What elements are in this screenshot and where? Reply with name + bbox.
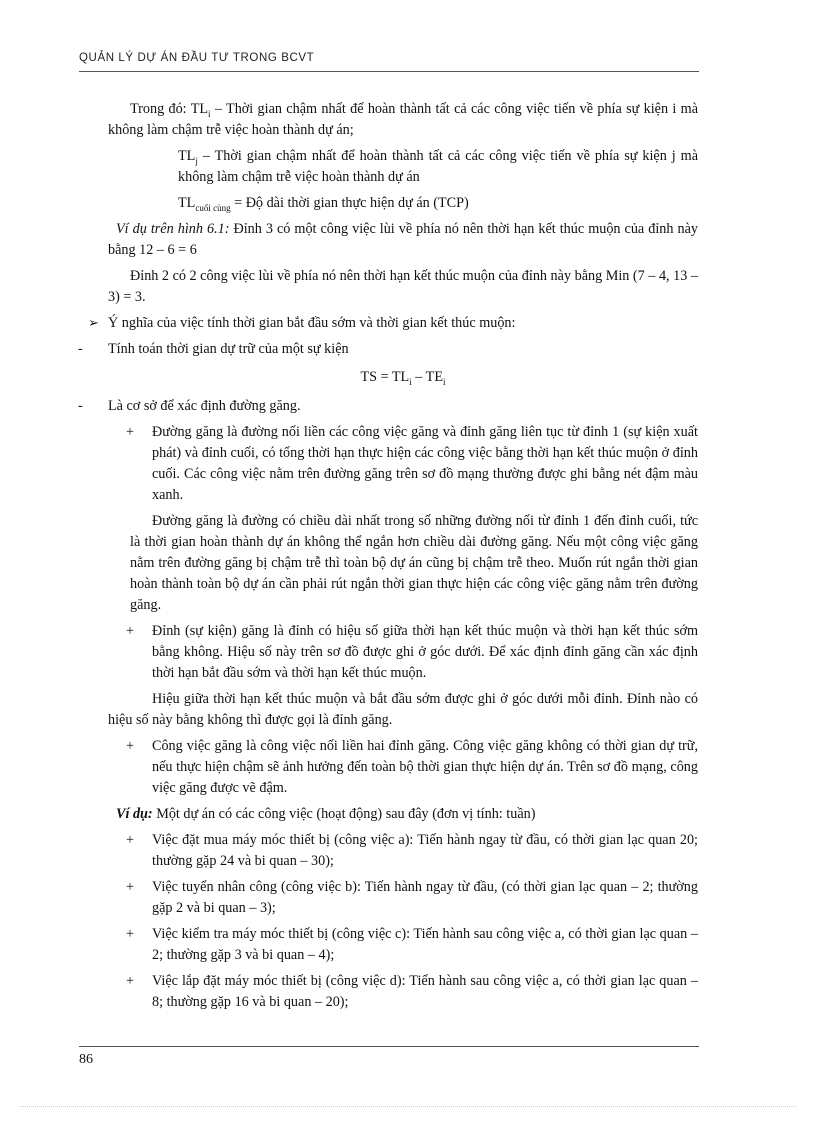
example-text: Một dự án có các công việc (hoạt động) sau đây (đơn vị tính: tuần) (152, 806, 536, 822)
paragraph-example (108, 804, 698, 825)
plus-mark: + (126, 879, 135, 895)
tl-i-term: Trong đó: TL (130, 101, 209, 117)
arrow-item (88, 313, 698, 334)
dash-item-1 (78, 339, 698, 360)
tl-i-definition: – Thời gian chậm nhất để hoàn thành tất cả các công việc tiến về phía sự kiện i mà không làm chậm trễ việc hoàn thành dự án; (108, 101, 698, 138)
formula-subscript-1: i (409, 376, 412, 387)
paragraph-node-2: Đỉnh 2 có 2 công việc lùi về phía nó nên thời hạn kết thúc muộn của đỉnh này bằng Min (7 – 4, 13 – 3) = 3. (108, 268, 698, 305)
plus-item-critical-path-cont: Đường găng là đường có chiều dài nhất trong số những đường nối từ đỉnh 1 đến đỉnh cuối, tức là thời gian hoàn thành dự án không thể ngắn hơn chiều dài đường găng. Nếu một công việc găng nằm trên đường găng bị chậm trễ thì toàn bộ dự án cũng bị chậm trễ theo. Muốn rút ngắn thời gian hoàn thành toàn bộ dự án cần phải rút ngắn thời gian thực hiện các công việc găng nằm trên đường găng. (130, 513, 698, 613)
plus-item-critical-task (108, 736, 698, 799)
task-item-text: Việc lắp đặt máy móc thiết bị (công việc d): Tiến hành sau công việc a, có thời gian lạc quan – 8; thường gặp 16 và bi quan – 20); (152, 973, 698, 1010)
formula-ts (108, 367, 698, 388)
task-item (108, 924, 698, 966)
formula-part-a: TS = TL (360, 369, 410, 385)
example-figure-label: Ví dụ trên hình 6.1: (116, 221, 230, 237)
tl-j-definition: – Thời gian chậm nhất để hoàn thành tất cả các công việc tiến về phía sự kiện j mà không làm chậm trễ việc hoàn thành dự án (178, 148, 698, 185)
tl-j-term: TL (178, 148, 196, 164)
dash-mark: - (78, 398, 83, 414)
subscript-j: j (195, 155, 198, 166)
dash-mark: - (78, 341, 83, 357)
plus-mark: + (126, 623, 135, 639)
tl-final-term: TL (178, 195, 196, 211)
plus-mark: + (126, 424, 135, 440)
page-number: 86 (79, 1052, 93, 1067)
task-item-text: Việc tuyển nhân công (công việc b): Tiến hành ngay từ đầu, (có thời gian lạc quan – 2; thường gặp 2 và bi quan – 3); (152, 879, 698, 916)
paragraph-example-figure (108, 219, 698, 261)
plus-mark: + (126, 832, 135, 848)
plus-mark: + (126, 738, 135, 754)
subscript-final: cuối cùng (195, 202, 231, 213)
page-content (78, 99, 698, 1013)
task-item (108, 877, 698, 919)
task-item (108, 830, 698, 872)
task-item-text: Việc đặt mua máy móc thiết bị (công việc a): Tiến hành ngay từ đầu, có thời gian lạc quan 20; thường gặp 24 và bi quan – 30); (152, 832, 698, 869)
running-header: QUẢN LÝ DỰ ÁN ĐẦU TƯ TRONG BCVT (79, 52, 315, 64)
page-edge-dotted-line (20, 1106, 796, 1107)
dash-item-text: Tính toán thời gian dự trữ của một sự kiện (108, 341, 349, 357)
plus-item-text: Đường găng là đường nối liền các công việc găng và đỉnh găng liên tục từ đỉnh 1 (sự kiện xuất phát) và đỉnh cuối, có tổng thời hạn thực hiện các công việc bằng thời hạn kết thúc muộn ở đỉnh cuối. Các công việc nằm trên đường găng trên sơ đồ mạng thường được ghi bằng nét đậm màu xanh. (152, 424, 698, 503)
example-figure-text: Đỉnh 3 có một công việc lùi về phía nó nên thời hạn kết thúc muộn của đỉnh này bằng 12 – 6 = 6 (108, 221, 698, 258)
task-item (108, 971, 698, 1013)
dash-item-2 (78, 396, 698, 417)
arrow-bullet-icon: ➢ (88, 316, 99, 331)
plus-item-critical-node-cont: Hiệu giữa thời hạn kết thúc muộn và bắt đầu sớm được ghi ở góc dưới mỗi đỉnh. Đỉnh nào có hiệu số này bằng không thì được gọi là đỉnh găng. (108, 691, 698, 728)
formula-subscript-2: i (443, 376, 446, 387)
paragraph-tl-final (178, 193, 698, 214)
tl-final-definition: = Độ dài thời gian thực hiện dự án (TCP) (230, 195, 469, 211)
plus-item-critical-node (108, 621, 698, 684)
plus-mark: + (126, 926, 135, 942)
formula-part-b: – TE (411, 369, 443, 385)
dash-item-text: Là cơ sở để xác định đường găng. (108, 398, 301, 414)
subscript-i: i (208, 108, 211, 119)
plus-item-text: Công việc găng là công việc nối liền hai đỉnh găng. Công việc găng không có thời gian dự trữ, nếu thực hiện chậm sẽ ảnh hưởng đến toàn bộ thời gian thực hiện dự án. Trên sơ đồ mạng, công việc găng được vẽ đậm. (152, 738, 698, 796)
arrow-item-text: Ý nghĩa của việc tính thời gian bắt đầu sớm và thời gian kết thúc muộn: (108, 315, 516, 331)
example-label: Ví dụ: (116, 806, 153, 822)
plus-item-text: Đỉnh (sự kiện) găng là đỉnh có hiệu số giữa thời hạn kết thúc muộn và thời hạn kết thúc sớm bằng không. Hiệu số này trên sơ đồ được ghi ở góc dưới. Để xác định đỉnh găng cần xác định thời hạn bắt đầu sớm và thời hạn kết thúc muộn. (152, 623, 698, 681)
paragraph-tl-i (108, 99, 698, 141)
header-rule (79, 71, 699, 72)
plus-mark: + (126, 973, 135, 989)
task-item-text: Việc kiểm tra máy móc thiết bị (công việc c): Tiến hành sau công việc a, có thời gian lạc quan – 2; thường gặp 3 và bi quan – 4); (152, 926, 698, 963)
plus-item-critical-path (108, 422, 698, 506)
footer-rule (79, 1046, 699, 1047)
paragraph-tl-j (178, 146, 698, 188)
